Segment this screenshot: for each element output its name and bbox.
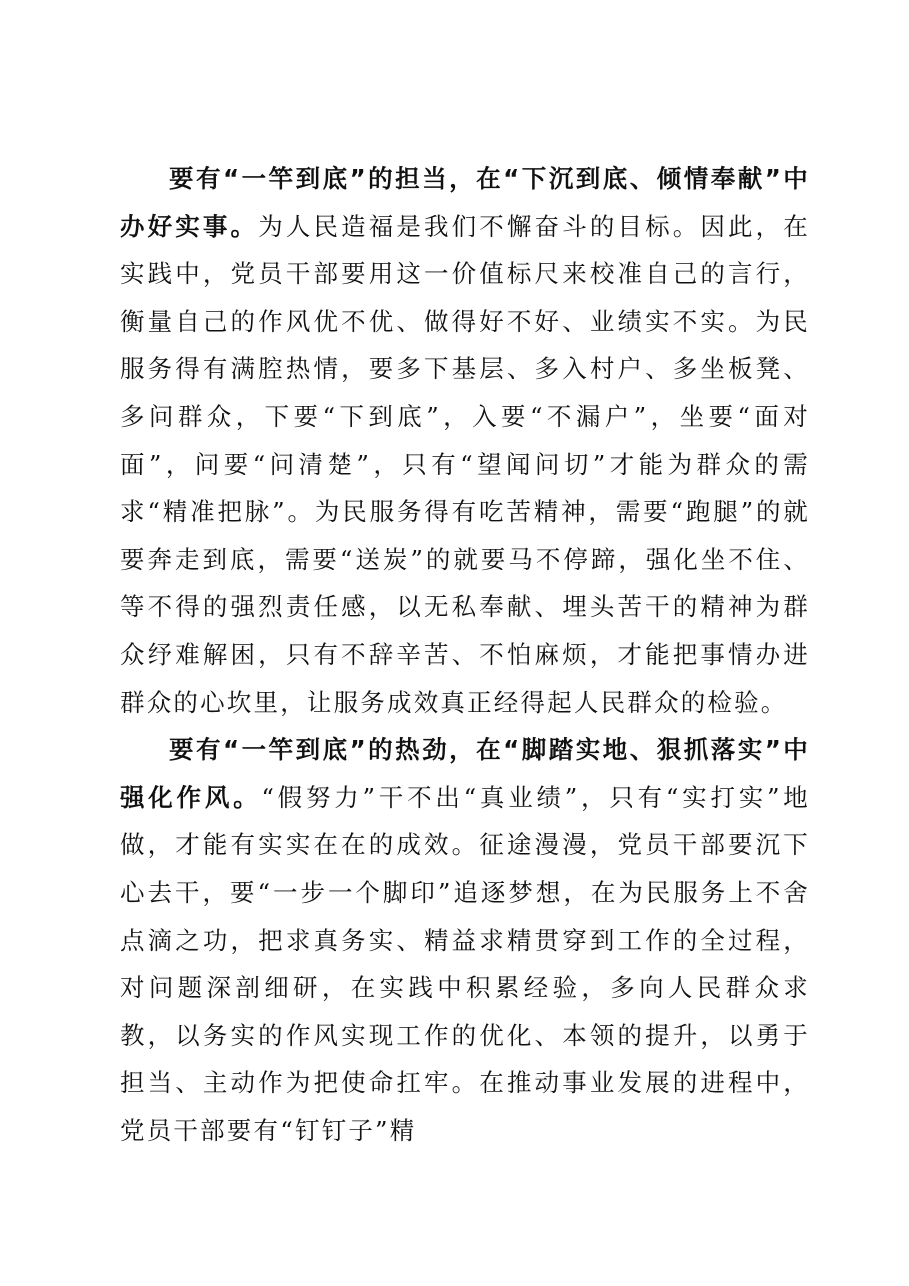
paragraph-1	[120, 155, 810, 726]
document-body	[120, 155, 810, 1154]
paragraph-1-text: 为人民造福是我们不懈奋斗的目标。因此，在实践中，党员干部要用这一价值标尺来校准自己的言行，衡量自己的作风优不优、做得好不好、业绩实不实。为民服务得有满腔热情，要多下基层、多入村户、多坐板凳、多问群众，下要“下到底”，入要“不漏户”，坐要“面对面”，问要“问清楚”，只有“望闻问切”才能为群众的需求“精准把脉”。为民服务得有吃苦精神，需要“跑腿”的就要奔走到底，需要“送炭”的就要马不停蹄，强化坐不住、等不得的强烈责任感，以无私奉献、埋头苦干的精神为群众纾难解困，只有不辞辛苦、不怕麻烦，才能把事情办进群众的心坎里，让服务成效真正经得起人民群众的检验。	[120, 211, 810, 717]
paragraph-2	[120, 726, 810, 1154]
paragraph-1-heading: 要有“一竿到底”的担当，在“下沉到底、倾情奉献”中办好实事。	[120, 164, 810, 241]
paragraph-2-heading: 要有“一竿到底”的热劲，在“脚踏实地、狠抓落实”中强化作风。	[120, 735, 810, 812]
paragraph-2-text: “假努力”干不出“真业绩”，只有“实打实”地做，才能有实实在在的成效。征途漫漫，党员干部要沉下心去干，要“一步一个脚印”追逐梦想，在为民服务上不舍点滴之功，把求真务实、精益求精贯穿到工作的全过程，对问题深剖细研，在实践中积累经验，多向人民群众求教，以务实的作风实现工作的优化、本领的提升，以勇于担当、主动作为把使命扛牢。在推动事业发展的进程中，党员干部要有“钉钉子”精	[120, 782, 810, 1145]
